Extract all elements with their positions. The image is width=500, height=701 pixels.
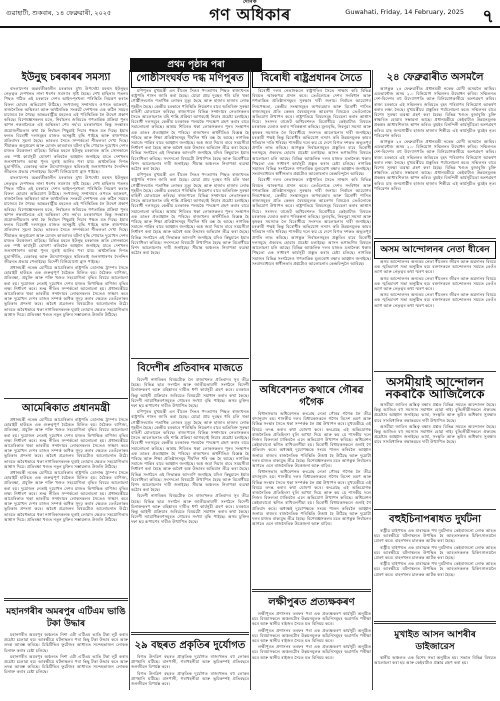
article-headline: বিদেশীৰ প্ৰতিবাদৰ মাজতে <box>137 363 243 374</box>
article-body: বাংলাদেশৰ অন্তৰ্বৰ্তীকালীন চৰকাৰৰ মুখ্য উপদেষ্টা মহম্মদ ইউনুছৰ নেতৃত্বত দেশখনত নানা ধৰণৰ সমস্যাৰ সৃষ্টি হৈছে। শেখ হাছিনাৰ পতনৰ পিছত গঠিত এই চৰকাৰে দেশৰ আইন-শৃংখলা পৰিস্থিতি নিয়ন্ত্ৰণ কৰাত বিফল হোৱাৰ অভিযোগ উঠিছে। সংখ্যালঘু সম্প্ৰদায়ৰ ওপৰত আক্ৰমণ, ৰাজনৈতিক অস্থিৰতা আৰু অৰ্থনৈতিক সংকটে দেশখনক এক কঠিন সময়ৰ মাজেৰে লৈ গৈছে। আন্তঃৰাষ্ট্ৰীয় মহলেও এই পৰিস্থিতিক লৈ উদ্বেগ প্ৰকাশ কৰিছে। বিশেষজ্ঞসকলৰ মতে, নিৰ্বাচনৰ জৰিয়তে গণতান্ত্ৰিক প্ৰক্ৰিয়া পুনৰ স্থাপন নকৰালৈকে এই অস্থিৰতা শেষ নহ'ব। চৰকাৰখনে কিন্তু সংস্কাৰৰ প্ৰয়োজনীয়তাৰ কথা কৈ নিৰ্বাচন পিছুৱাই দিয়াৰ পক্ষত মত দিছে। ইয়াৰ ফলত বিৰোধী দলসমূহৰ মাজত অসন্তুষ্টি বৃদ্ধি পাইছে আৰু ৰাজপথত প্ৰতিবাদৰ সূচনা হৈছে। ভাৰতৰ সৈতে সম্পৰ্কতো শীতলতা দেখা দিছে। সীমান্তত অনুপ্ৰৱেশ আৰু চোৰাং কাৰবাৰৰ ঘটনা বৃদ্ধি পোৱাত দুয়োখন দেশৰ মাজত উত্তেজনা বাঢ়িছে। বিভিন্ন মহলে ইউনুছ চৰকাৰক অতি সোনকালে এক স্পষ্ট কাৰ্যসূচী ঘোষণা কৰিবলৈ আহ্বান জনাইছে যাতে দেশখনৰ জনসাধাৰণৰ আস্থা পুনৰ ঘূৰাই আনিব পৰা যায়। অৰ্থনৈতিক দিশত মুদ্ৰাস্ফীতি, বেকাৰত্ব আৰু উদ্যোগসমূহৰ স্থবিৰতাই জনসাধাৰণৰ দৈনন্দিন জীৱনত প্ৰভাৱ পেলাইছে। বিদেশী বিনিয়োগো হ্ৰাস পাইছে। বাংলাদেশৰ অন্তৰ্বৰ্তীকালীন চৰকাৰৰ মুখ্য উপদেষ্টা মহম্মদ ইউনুছৰ নেতৃত্বত দেশখনত নানা ধৰণৰ সমস্যাৰ সৃষ্টি হৈছে। শেখ হাছিনাৰ পতনৰ পিছত গঠিত এই চৰকাৰে দেশৰ আইন-শৃংখলা পৰিস্থিতি নিয়ন্ত্ৰণ কৰাত বিফল হোৱাৰ অভিযোগ উঠিছে। সংখ্যালঘু সম্প্ৰদায়ৰ ওপৰত আক্ৰমণ, ৰাজনৈতিক অস্থিৰতা আৰু অৰ্থনৈতিক সংকটে দেশখনক এক কঠিন সময়ৰ মাজেৰে লৈ গৈছে। আন্তঃৰাষ্ট্ৰীয় মহলেও এই পৰিস্থিতিক লৈ উদ্বেগ প্ৰকাশ কৰিছে। বিশেষজ্ঞসকলৰ মতে, নিৰ্বাচনৰ জৰিয়তে গণতান্ত্ৰিক প্ৰক্ৰিয়া পুনৰ স্থাপন নকৰালৈকে এই অস্থিৰতা শেষ নহ'ব। চৰকাৰখনে কিন্তু সংস্কাৰৰ প্ৰয়োজনীয়তাৰ কথা কৈ নিৰ্বাচন পিছুৱাই দিয়াৰ পক্ষত মত দিছে। ইয়াৰ ফলত বিৰোধী দলসমূহৰ মাজত অসন্তুষ্টি বৃদ্ধি পাইছে আৰু ৰাজপথত প্ৰতিবাদৰ সূচনা হৈছে। ভাৰতৰ সৈতে সম্পৰ্কতো শীতলতা দেখা দিছে। সীমান্তত অনুপ্ৰৱেশ আৰু চোৰাং কাৰবাৰৰ ঘটনা বৃদ্ধি পোৱাত দুয়োখন দেশৰ মাজত উত্তেজনা বাঢ়িছে। বিভিন্ন মহলে ইউনুছ চৰকাৰক অতি সোনকালে এক স্পষ্ট কাৰ্যসূচী ঘোষণা কৰিবলৈ আহ্বান জনাইছে যাতে দেশখনৰ জনসাধাৰণৰ আস্থা পুনৰ ঘূৰাই আনিব পৰা যায়। অৰ্থনৈতিক দিশত মুদ্ৰাস্ফীতি, বেকাৰত্ব আৰু উদ্যোগসমূহৰ স্থবিৰতাই জনসাধাৰণৰ দৈনন্দিন জীৱনত প্ৰভাৱ পেলাইছে। বিদেশী বিনিয়োগো হ্ৰাস পাইছে। প্ৰধানমন্ত্ৰী নৰেন্দ্ৰ মোদীয়ে আমেৰিকাৰ ৰাষ্ট্ৰপতি ডোনাল্ড ট্ৰাম্পৰ সৈতে হোৱাইট হাউচত এক গুৰুত্বপূৰ্ণ বৈঠকত মিলিত হয়। বৈঠকত বাণিজ্য, প্ৰতিৰক্ষা, প্ৰযুক্তি আৰু শক্তি খণ্ডত সহযোগিতা বৃদ্ধিৰ বিষয়ে আলোচনা কৰা হয়। দুয়োজন নেতাই দুয়োখন দেশৰ মাজত দ্বিপাক্ষিক বাণিজ্য বৃদ্ধিৰ লক্ষ্য নিৰ্ধাৰণ কৰে। শুল্ক নীতিৰ সম্পৰ্কতো আলোচনা হয়। প্ৰধানমন্ত্ৰীয়ে আমেৰিকাত থকা ভাৰতীয় সম্প্ৰদায়ৰ লোকসকলৰ সৈতেও সাক্ষাৎ কৰে আৰু দুয়োখন দেশৰ মাজৰ সম্পৰ্ক অধিক সুদৃঢ় কৰাৰ ক্ষেত্ৰত তেওঁলোকৰ ভূমিকাৰ প্ৰশংসা কৰে। অবৈধ প্ৰব্ৰজনৰ বিষয়টোও আলোচনাত উঠে। ভাৰতে অবৈধভাৱে থকা নাগৰিকসকলক ঘূৰাই লোৱাৰ ক্ষেত্ৰত সহযোগিতাৰ আশ্বাস দিয়ে। প্ৰতিৰক্ষা খণ্ডত নতুন চুক্তিৰ সম্ভাৱনাও উজলি উঠিছে। <box>4 86 128 317</box>
masthead-date-english: Guwahati, Friday, 14 February, 2025 <box>345 8 464 16</box>
masthead <box>0 0 500 28</box>
article-headline: অসম আন্দোলনৰ নেতা ধীৰেন <box>374 241 496 259</box>
article-body: বিদেশী নাগৰিকৰ বিষয়টোক লৈ ৰাজ্যখনত প্ৰতিবাদৰ সুৰ তীব্ৰ হৈছে। বিভিন্ন ছাত্ৰ সংগঠন আৰু জাতীয়তাবাদী সংগঠনে বিদেশী চিনাক্তকৰণ আৰু বহিষ্কাৰৰ দাবীত ধৰ্ণা কাৰ্যসূচী গ্ৰহণ কৰে। চৰকাৰে কিন্তু আইনী প্ৰক্ৰিয়াৰ জৰিয়তে বিষয়টো সমাধান কৰাৰ কথা কৈছে। বিদেশী ন্যায়াধিকৰণসমূহত গোচৰৰ সংখ্যা বৃদ্ধি পাইছে। অসম চুক্তিৰ দফা ছয় ৰূপায়ণৰ দাবীও উত্থাপিত হৈছে। মণিপুৰত মুখ্যমন্ত্ৰী এন বীৰেন সিঙৰ পদত্যাগৰ পিছত ৰাজ্যখনত ৰাষ্ট্ৰপতি শাসন জাৰি কৰা হৈছে। যোৱা প্ৰায় দুবছৰ ধৰি চলি থকা গোষ্ঠীসংঘৰ্ষত শতাধিক লোকৰ মৃত্যু হৈছে আৰু হাজাৰ হাজাৰ লোক গৃহহীন হৈছে। কেন্দ্ৰীয় চৰকাৰে পৰিস্থিতি নিয়ন্ত্ৰণৰ বাবে অতিৰিক্ত সুৰক্ষা বাহিনী মোতায়েন কৰিছে। ৰাজ্যপালে বিভিন্ন সম্প্ৰদায়ৰ নেতাসকলৰ সৈতে আলোচনাত বহি শান্তি প্ৰক্ৰিয়া আগবঢ়াই নিয়াৰ প্ৰচেষ্টা চলাইছে। বিৰোধী দলসমূহে কেন্দ্ৰীয় চৰকাৰক পলমকৈ পদক্ষেপ গ্ৰহণ কৰাৰ বাবে সমালোচনা কৰিছে। আশ্ৰয় শিবিৰত থকা লোকসকলৰ পুনৰ সংস্থাপন এক ডাঙৰ প্ৰত্যাহ্বান হৈ পৰিছে। ৰাজ্যখনৰ অৰ্থনীতিও বিধ্বস্ত হৈ পৰিছে আৰু শিক্ষা প্ৰতিষ্ঠানসমূহ দীৰ্ঘদিন ধৰি বন্ধ হৈ আছে। নাগৰিক সমাজে শান্তিৰ বাবে আহ্বান জনাইছে। অস্ত্ৰ জমা দিয়াৰ বাবে সময়সীমা নিৰ্ধাৰণ কৰা হৈছে আৰু অবৈধ অস্ত্ৰ উদ্ধাৰৰ অভিযান তীব্ৰ কৰা হৈছে। বিভিন্ন সংগঠনে এই সিদ্ধান্তক আদৰণি জনাইছে যদিও কিছুমানে ইয়াৰ বিৰোধিতা কৰিছে। সংসদতো বিষয়টো উত্থাপিত হৈছে আৰু বিৰোধীয়ে বিশদ আলোচনাৰ দাবী জনাইছে। সীমান্ত অঞ্চলত নিৰাপত্তা ব্যৱস্থা কঠোৰ কৰা হৈছে। বিদেশী নাগৰিকৰ বিষয়টোক লৈ ৰাজ্যখনত প্ৰতিবাদৰ সুৰ তীব্ৰ হৈছে। বিভিন্ন ছাত্ৰ সংগঠন আৰু জাতীয়তাবাদী সংগঠনে বিদেশী চিনাক্তকৰণ আৰু বহিষ্কাৰৰ দাবীত ধৰ্ণা কাৰ্যসূচী গ্ৰহণ কৰে। চৰকাৰে কিন্তু আইনী প্ৰক্ৰিয়াৰ জৰিয়তে বিষয়টো সমাধান কৰাৰ কথা কৈছে। বিদেশী ন্যায়াধিকৰণসমূহত গোচৰৰ সংখ্যা বৃদ্ধি পাইছে। অসম চুক্তিৰ দফা ছয় ৰূপায়ণৰ দাবীও উত্থাপিত হৈছে। <box>131 377 249 525</box>
article-body: বিগত উনত্ৰিশ বছৰত প্ৰাকৃতিক দুৰ্যোগত ৰাজ্যখনত বহু লোকৰ প্ৰাণহানি ঘটিছে। বানপানী, গৰাখহনীয়া আৰু ভূমিকম্পই প্ৰতিবছৰে জনজীৱন বিপৰ্যস্ত কৰে। বিগত উনত্ৰিশ বছৰত প্ৰাকৃতিক দুৰ্যোগত ৰাজ্যখনত বহু লোকৰ প্ৰাণহানি ঘটিছে। বানপানী, গৰাখহনীয়া আৰু ভূমিকম্পই প্ৰতিবছৰে জনজীৱন বিপৰ্যস্ত কৰে। <box>131 654 249 687</box>
section-banner: প্ৰথম পৃষ্ঠাৰ পৰা <box>130 58 262 72</box>
column-4 <box>374 70 496 690</box>
article-body: আগন্তুক ২৪ ফেব্ৰুৱাৰীত প্ৰধানমন্ত্ৰী নৰেন্দ্ৰ মোদী অসমলৈ আহিব। এডভান্টেজ অসম ২.০ বিনিয়োগ সন্মিলনৰ উদ্বোধন কৰিব। সন্মিলনত দেশ-বিদেশৰ বহু উদ্যোগপতি আৰু বিনিয়োগকাৰীয়ে অংশগ্ৰহণ কৰিব। ৰাজ্য চৰকাৰে এই সন্মিলনৰ জৰিয়তে বৃহৎ পৰিমাণৰ বিনিয়োগ আকৰ্ষণ কৰাৰ লক্ষ্য লৈছে। মুখ্যমন্ত্ৰীয়ে প্ৰস্তুতিৰ পৰ্যালোচনা কৰে। সন্মিলনৰ বাবে বিশেষ সুৰক্ষা ব্যৱস্থা গ্ৰহণ কৰা হৈছে। বিভিন্ন খণ্ডত বুজাবুজি চুক্তি স্বাক্ষৰিত হোৱাৰ সম্ভাৱনা আছে। প্ৰধানমন্ত্ৰীয়ে কেইবাটাও উন্নয়নমূলক প্ৰকল্পৰ আধাৰশিলাও স্থাপন কৰিব। ঝুমইৰ বিনন্দিনী কাৰ্যসূচীতো অংশগ্ৰহণ কৰিব। চাহ জনগোষ্ঠীৰ হাজাৰ হাজাৰ শিল্পীয়ে এই কাৰ্যসূচীত ঝুমইৰ নৃত্য পৰিৱেশন কৰিব। আগন্তুক ২৪ ফেব্ৰুৱাৰীত প্ৰধানমন্ত্ৰী নৰেন্দ্ৰ মোদী অসমলৈ আহিব। এডভান্টেজ অসম ২.০ বিনিয়োগ সন্মিলনৰ উদ্বোধন কৰিব। সন্মিলনত দেশ-বিদেশৰ বহু উদ্যোগপতি আৰু বিনিয়োগকাৰীয়ে অংশগ্ৰহণ কৰিব। ৰাজ্য চৰকাৰে এই সন্মিলনৰ জৰিয়তে বৃহৎ পৰিমাণৰ বিনিয়োগ আকৰ্ষণ কৰাৰ লক্ষ্য লৈছে। মুখ্যমন্ত্ৰীয়ে প্ৰস্তুতিৰ পৰ্যালোচনা কৰে। সন্মিলনৰ বাবে বিশেষ সুৰক্ষা ব্যৱস্থা গ্ৰহণ কৰা হৈছে। বিভিন্ন খণ্ডত বুজাবুজি চুক্তি স্বাক্ষৰিত হোৱাৰ সম্ভাৱনা আছে। প্ৰধানমন্ত্ৰীয়ে কেইবাটাও উন্নয়নমূলক প্ৰকল্পৰ আধাৰশিলাও স্থাপন কৰিব। ঝুমইৰ বিনন্দিনী কাৰ্যসূচীতো অংশগ্ৰহণ কৰিব। চাহ জনগোষ্ঠীৰ হাজাৰ হাজাৰ শিল্পীয়ে এই কাৰ্যসূচীত ঝুমইৰ নৃত্য পৰিৱেশন কৰিব। <box>374 86 496 191</box>
article-headline: মুখাইত আসন আশৰীৰ ডাইজারেস <box>394 630 476 652</box>
article-headline: বিৰোধী ৰাষ্ট্ৰপ্ৰধানৰ সৈতে <box>252 70 371 88</box>
article-body: লক্ষীপুৰত প্ৰশাসনৰ তৰফৰ পৰা এক প্ৰত্যক্ষকৰণ কাৰ্যসূচী অনুষ্ঠিত হয়। বিষয়াসকলে অঞ্চলটোৰ উন্নয়নমূলক আঁচনিসমূহৰ অগ্ৰগতি পৰীক্ষা কৰে আৰু স্থানীয় ৰাইজৰ সৈতে মত বিনিময় কৰে। লক্ষীপুৰত প্ৰশাসনৰ তৰফৰ পৰা এক প্ৰত্যক্ষকৰণ কাৰ্যসূচী অনুষ্ঠিত হয়। বিষয়াসকলে অঞ্চলটোৰ উন্নয়নমূলক আঁচনিসমূহৰ অগ্ৰগতি পৰীক্ষা কৰে আৰু স্থানীয় ৰাইজৰ সৈতে মত বিনিময় কৰে। লক্ষীপুৰত প্ৰশাসনৰ তৰফৰ পৰা এক প্ৰত্যক্ষকৰণ কাৰ্যসূচী অনুষ্ঠিত হয়। বিষয়াসকলে অঞ্চলটোৰ উন্নয়নমূলক আঁচনিসমূহৰ অগ্ৰগতি পৰীক্ষা কৰে আৰু স্থানীয় ৰাইজৰ সৈতে মত বিনিময় কৰে। <box>252 611 371 660</box>
article-headline: গোষ্ঠীসংঘৰ্ষত দগ্ধ মণিপুৰত <box>131 70 249 88</box>
column-1 <box>4 70 128 692</box>
logo-text: গণ অধিকাৰ <box>209 5 291 24</box>
article-headline: অধিবেশনত কথাৰে গৌৰৱ গগৈক <box>259 385 364 408</box>
page-number: ৭ <box>482 6 494 27</box>
logo-tagline: দৈনিক <box>242 0 258 5</box>
article-body: স্থানীয় অঞ্চলত এক বিশেষ সভা অনুষ্ঠিত হয়। সভাত বিভিন্ন বিষয়ত আলোচনা কৰা হয় আৰু কেইবাটাও প্ৰস্তাৱ গ্ৰহণ কৰা হয়। <box>374 655 496 666</box>
masthead-date-assamese: গুৱাহাটী, শুকবাৰ, ১৪ ফেব্ৰুৱাৰী, ২০২৫ <box>6 9 112 17</box>
article-headline: মহানগৰীৰ অমৰপুৰ এটিএম ভাঙি টকা উদ্ধাৰ <box>6 607 126 629</box>
article-headline: লক্ষীপুৰত প্ৰত্যক্ষকৰণ <box>268 597 355 608</box>
article-body: অসমীয়া জাতিৰ অস্তিত্ব ৰক্ষাৰ প্ৰশ্নত বিভিন্ন সময়ত আন্দোলন হৈছে। কিন্তু আজিও বহু সমস্যাৰ সমাধান হোৱা নাই। বুদ্ধিজীৱীসকলে ঐক্যবদ্ধ প্ৰচেষ্টাৰ আহ্বান জনাইছে। ভাষা, সংস্কৃতি আৰু ভূমিৰ অধিকাৰ সুৰক্ষাৰ বাবে সাংবিধানিক ৰক্ষাকৱচৰ দাবী উত্থাপিত হৈছে। অসমীয়া জাতিৰ অস্তিত্ব ৰক্ষাৰ প্ৰশ্নত বিভিন্ন সময়ত আন্দোলন হৈছে। কিন্তু আজিও বহু সমস্যাৰ সমাধান হোৱা নাই। বুদ্ধিজীৱীসকলে ঐক্যবদ্ধ প্ৰচেষ্টাৰ আহ্বান জনাইছে। ভাষা, সংস্কৃতি আৰু ভূমিৰ অধিকাৰ সুৰক্ষাৰ বাবে সাংবিধানিক ৰক্ষাকৱচৰ দাবী উত্থাপিত হৈছে। <box>374 402 496 445</box>
article-body: মহানগৰীৰ অমৰপুৰ অঞ্চলত নিশা এটা এটিএম ভাঙি টকা লুট কৰাৰ প্ৰচেষ্টা চলোৱা হয়। আৰক্ষীয়ে ঘটনাস্থলৰ পৰা কিছু টকা উদ্ধাৰ কৰে আৰু তদন্ত আৰম্ভ কৰিছে। চিচিটিভিৰ ফুটেজৰ আধাৰত সন্দেহভাজন লোকক চিনাক্ত কৰাৰ চেষ্টা চলিছে। মহানগৰীৰ অমৰপুৰ অঞ্চলত নিশা এটা এটিএম ভাঙি টকা লুট কৰাৰ প্ৰচেষ্টা চলোৱা হয়। আৰক্ষীয়ে ঘটনাস্থলৰ পৰা কিছু টকা উদ্ধাৰ কৰে আৰু তদন্ত আৰম্ভ কৰিছে। চিচিটিভিৰ ফুটেজৰ আধাৰত সন্দেহভাজন লোকক চিনাক্ত কৰাৰ চেষ্টা চলিছে। <box>4 632 128 675</box>
article-headline: ২৪ ফেব্ৰুৱাৰীত অসমলৈ <box>386 72 484 83</box>
article-body: অসম আন্দোলনৰ অন্যতম নেতা ধীৰেনৰ জীৱন আৰু অৱদানৰ বিষয়ে এক স্মৃতিচাৰণ সভা অনুষ্ঠিত হয়। বক্তাসকলে আন্দোলনৰ সময়ত তেওঁৰ ত্যাগ আৰু নেতৃত্বৰ কথা স্মৰণ কৰে। অসম আন্দোলনৰ অন্যতম নেতা ধীৰেনৰ জীৱন আৰু অৱদানৰ বিষয়ে এক স্মৃতিচাৰণ সভা অনুষ্ঠিত হয়। বক্তাসকলে আন্দোলনৰ সময়ত তেওঁৰ ত্যাগ আৰু নেতৃত্বৰ কথা স্মৰণ কৰে। অসম আন্দোলনৰ অন্যতম নেতা ধীৰেনৰ জীৱন আৰু অৱদানৰ বিষয়ে এক স্মৃতিচাৰণ সভা অনুষ্ঠিত হয়। বক্তাসকলে আন্দোলনৰ সময়ত তেওঁৰ ত্যাগ আৰু নেতৃত্বৰ কথা স্মৰণ কৰে। <box>374 259 496 308</box>
article-headline: ইউনুছ চৰকাৰৰ সমস্যা <box>21 72 111 83</box>
article-headline: ২৯ বছৰত প্ৰকৃতিৰ দুৰ্যোগত <box>134 640 246 651</box>
article-body: বিৰোধী দলৰ নেতাসকলে ৰাষ্ট্ৰপতিৰ সৈতে সাক্ষাৎ কৰি বিভিন্ন বিষয়ত স্মাৰকপত্ৰ প্ৰদান কৰে। তেওঁলোকে দেশৰ সংবিধান আৰু গণতান্ত্ৰিক প্ৰতিষ্ঠানসমূহৰ সুৰক্ষাৰ দাবী জনায়। নিৰ্বাচন আয়োগৰ নিৰপেক্ষতা, কেন্দ্ৰীয় সংস্থাসমূহৰ অপব্যৱহাৰ আৰু বিৰোধী শাসিত ৰাজ্যসমূহৰ প্ৰতি কেন্দ্ৰৰ বৈষম্যমূলক আচৰণৰ বিষয়েও তেওঁলোকে অভিযোগ উত্থাপন কৰে। ৰাষ্ট্ৰপতিয়ে বিষয়সমূহ বিবেচনা কৰাৰ আশ্বাস দিয়ে। সংসদৰ বাজেট অধিবেশনত বিৰোধীয়ে কেইবাটাও বিষয়ত চৰকাৰক ঘেৰাও কৰাৰ পৰিকল্পনা কৰিছে। মূল্যবৃদ্ধি, নিবনুৱা সমস্যা আৰু কৃষকৰ সমস্যাক লৈ বিৰোধীয়ে সংসদত আলোচনাৰ দাবী জনাইছে। চৰকাৰী পক্ষই কিন্তু বিৰোধীৰ অভিযোগ নস্যাৎ কৰি উন্নয়নমূলক কামৰ খতিয়ান দাঙি ধৰিছে। শাসকীয় দলে কয় যে দেশে বিগত দশকত অভূতপূৰ্ব প্ৰগতি লাভ কৰিছে। আগন্তুক নিৰ্বাচনসমূহৰ প্ৰস্তুতিৰ বাবে বিৰোধী দলসমূহে ঐক্যবদ্ধ হোৱাৰ প্ৰচেষ্টা চলাইছে। আসন ভগাভগিৰ বিষয়ত আলোচনা চলি আছে। বিভিন্ন আঞ্চলিক দলৰ মাজত মতানৈক্য থকাৰ পিছতো এক সাধাৰণ কাৰ্যসূচী প্ৰস্তুত কৰাৰ চেষ্টা চলিছে। নাগৰিক সমাজৰ বিভিন্ন সংগঠনেও গণতান্ত্ৰিক মূল্যবোধ ৰক্ষাৰ আহ্বান জনাইছে। সংবাদমাধ্যমৰ স্বাধীনতাৰ প্ৰশ্নটোও আলোচনাৰ কেন্দ্ৰবিন্দুলৈ আহিছে। বিৰোধী দলৰ নেতাসকলে ৰাষ্ট্ৰপতিৰ সৈতে সাক্ষাৎ কৰি বিভিন্ন বিষয়ত স্মাৰকপত্ৰ প্ৰদান কৰে। তেওঁলোকে দেশৰ সংবিধান আৰু গণতান্ত্ৰিক প্ৰতিষ্ঠানসমূহৰ সুৰক্ষাৰ দাবী জনায়। নিৰ্বাচন আয়োগৰ নিৰপেক্ষতা, কেন্দ্ৰীয় সংস্থাসমূহৰ অপব্যৱহাৰ আৰু বিৰোধী শাসিত ৰাজ্যসমূহৰ প্ৰতি কেন্দ্ৰৰ বৈষম্যমূলক আচৰণৰ বিষয়েও তেওঁলোকে অভিযোগ উত্থাপন কৰে। ৰাষ্ট্ৰপতিয়ে বিষয়সমূহ বিবেচনা কৰাৰ আশ্বাস দিয়ে। সংসদৰ বাজেট অধিবেশনত বিৰোধীয়ে কেইবাটাও বিষয়ত চৰকাৰক ঘেৰাও কৰাৰ পৰিকল্পনা কৰিছে। মূল্যবৃদ্ধি, নিবনুৱা সমস্যা আৰু কৃষকৰ সমস্যাক লৈ বিৰোধীয়ে সংসদত আলোচনাৰ দাবী জনাইছে। চৰকাৰী পক্ষই কিন্তু বিৰোধীৰ অভিযোগ নস্যাৎ কৰি উন্নয়নমূলক কামৰ খতিয়ান দাঙি ধৰিছে। শাসকীয় দলে কয় যে দেশে বিগত দশকত অভূতপূৰ্ব প্ৰগতি লাভ কৰিছে। আগন্তুক নিৰ্বাচনসমূহৰ প্ৰস্তুতিৰ বাবে বিৰোধী দলসমূহে ঐক্যবদ্ধ হোৱাৰ প্ৰচেষ্টা চলাইছে। আসন ভগাভগিৰ বিষয়ত আলোচনা চলি আছে। বিভিন্ন আঞ্চলিক দলৰ মাজত মতানৈক্য থকাৰ পিছতো এক সাধাৰণ কাৰ্যসূচী প্ৰস্তুত কৰাৰ চেষ্টা চলিছে। নাগৰিক সমাজৰ বিভিন্ন সংগঠনেও গণতান্ত্ৰিক মূল্যবোধ ৰক্ষাৰ আহ্বান জনাইছে। সংবাদমাধ্যমৰ স্বাধীনতাৰ প্ৰশ্নটোও আলোচনাৰ কেন্দ্ৰবিন্দুলৈ আহিছে। <box>252 88 371 266</box>
article-headline: অসমীয়াই আন্দোলন নকৰাকৈ আজিলৈকে <box>385 375 485 401</box>
article-body: প্ৰধানমন্ত্ৰী নৰেন্দ্ৰ মোদীয়ে আমেৰিকাৰ ৰাষ্ট্ৰপতি ডোনাল্ড ট্ৰাম্পৰ সৈতে হোৱাইট হাউচত এক গুৰুত্বপূৰ্ণ বৈঠকত মিলিত হয়। বৈঠকত বাণিজ্য, প্ৰতিৰক্ষা, প্ৰযুক্তি আৰু শক্তি খণ্ডত সহযোগিতা বৃদ্ধিৰ বিষয়ে আলোচনা কৰা হয়। দুয়োজন নেতাই দুয়োখন দেশৰ মাজত দ্বিপাক্ষিক বাণিজ্য বৃদ্ধিৰ লক্ষ্য নিৰ্ধাৰণ কৰে। শুল্ক নীতিৰ সম্পৰ্কতো আলোচনা হয়। প্ৰধানমন্ত্ৰীয়ে আমেৰিকাত থকা ভাৰতীয় সম্প্ৰদায়ৰ লোকসকলৰ সৈতেও সাক্ষাৎ কৰে আৰু দুয়োখন দেশৰ মাজৰ সম্পৰ্ক অধিক সুদৃঢ় কৰাৰ ক্ষেত্ৰত তেওঁলোকৰ ভূমিকাৰ প্ৰশংসা কৰে। অবৈধ প্ৰব্ৰজনৰ বিষয়টোও আলোচনাত উঠে। ভাৰতে অবৈধভাৱে থকা নাগৰিকসকলক ঘূৰাই লোৱাৰ ক্ষেত্ৰত সহযোগিতাৰ আশ্বাস দিয়ে। প্ৰতিৰক্ষা খণ্ডত নতুন চুক্তিৰ সম্ভাৱনাও উজলি উঠিছে। প্ৰধানমন্ত্ৰী নৰেন্দ্ৰ মোদীয়ে আমেৰিকাৰ ৰাষ্ট্ৰপতি ডোনাল্ড ট্ৰাম্পৰ সৈতে হোৱাইট হাউচত এক গুৰুত্বপূৰ্ণ বৈঠকত মিলিত হয়। বৈঠকত বাণিজ্য, প্ৰতিৰক্ষা, প্ৰযুক্তি আৰু শক্তি খণ্ডত সহযোগিতা বৃদ্ধিৰ বিষয়ে আলোচনা কৰা হয়। দুয়োজন নেতাই দুয়োখন দেশৰ মাজত দ্বিপাক্ষিক বাণিজ্য বৃদ্ধিৰ লক্ষ্য নিৰ্ধাৰণ কৰে। শুল্ক নীতিৰ সম্পৰ্কতো আলোচনা হয়। প্ৰধানমন্ত্ৰীয়ে আমেৰিকাত থকা ভাৰতীয় সম্প্ৰদায়ৰ লোকসকলৰ সৈতেও সাক্ষাৎ কৰে আৰু দুয়োখন দেশৰ মাজৰ সম্পৰ্ক অধিক সুদৃঢ় কৰাৰ ক্ষেত্ৰত তেওঁলোকৰ ভূমিকাৰ প্ৰশংসা কৰে। অবৈধ প্ৰব্ৰজনৰ বিষয়টোও আলোচনাত উঠে। ভাৰতে অবৈধভাৱে থকা নাগৰিকসকলক ঘূৰাই লোৱাৰ ক্ষেত্ৰত সহযোগিতাৰ আশ্বাস দিয়ে। প্ৰতিৰক্ষা খণ্ডত নতুন চুক্তিৰ সম্ভাৱনাও উজলি উঠিছে। <box>4 417 128 522</box>
article-headline: বহুইচিনাপৰাধত দুৰ্ঘটনা <box>389 514 481 525</box>
column-divider <box>129 70 130 690</box>
article-body: মণিপুৰত মুখ্যমন্ত্ৰী এন বীৰেন সিঙৰ পদত্যাগৰ পিছত ৰাজ্যখনত ৰাষ্ট্ৰপতি শাসন জাৰি কৰা হৈছে। যোৱা প্ৰায় দুবছৰ ধৰি চলি থকা গোষ্ঠীসংঘৰ্ষত শতাধিক লোকৰ মৃত্যু হৈছে আৰু হাজাৰ হাজাৰ লোক গৃহহীন হৈছে। কেন্দ্ৰীয় চৰকাৰে পৰিস্থিতি নিয়ন্ত্ৰণৰ বাবে অতিৰিক্ত সুৰক্ষা বাহিনী মোতায়েন কৰিছে। ৰাজ্যপালে বিভিন্ন সম্প্ৰদায়ৰ নেতাসকলৰ সৈতে আলোচনাত বহি শান্তি প্ৰক্ৰিয়া আগবঢ়াই নিয়াৰ প্ৰচেষ্টা চলাইছে। বিৰোধী দলসমূহে কেন্দ্ৰীয় চৰকাৰক পলমকৈ পদক্ষেপ গ্ৰহণ কৰাৰ বাবে সমালোচনা কৰিছে। আশ্ৰয় শিবিৰত থকা লোকসকলৰ পুনৰ সংস্থাপন এক ডাঙৰ প্ৰত্যাহ্বান হৈ পৰিছে। ৰাজ্যখনৰ অৰ্থনীতিও বিধ্বস্ত হৈ পৰিছে আৰু শিক্ষা প্ৰতিষ্ঠানসমূহ দীৰ্ঘদিন ধৰি বন্ধ হৈ আছে। নাগৰিক সমাজে শান্তিৰ বাবে আহ্বান জনাইছে। অস্ত্ৰ জমা দিয়াৰ বাবে সময়সীমা নিৰ্ধাৰণ কৰা হৈছে আৰু অবৈধ অস্ত্ৰ উদ্ধাৰৰ অভিযান তীব্ৰ কৰা হৈছে। বিভিন্ন সংগঠনে এই সিদ্ধান্তক আদৰণি জনাইছে যদিও কিছুমানে ইয়াৰ বিৰোধিতা কৰিছে। সংসদতো বিষয়টো উত্থাপিত হৈছে আৰু বিৰোধীয়ে বিশদ আলোচনাৰ দাবী জনাইছে। সীমান্ত অঞ্চলত নিৰাপত্তা ব্যৱস্থা কঠোৰ কৰা হৈছে। মণিপুৰত মুখ্যমন্ত্ৰী এন বীৰেন সিঙৰ পদত্যাগৰ পিছত ৰাজ্যখনত ৰাষ্ট্ৰপতি শাসন জাৰি কৰা হৈছে। যোৱা প্ৰায় দুবছৰ ধৰি চলি থকা গোষ্ঠীসংঘৰ্ষত শতাধিক লোকৰ মৃত্যু হৈছে আৰু হাজাৰ হাজাৰ লোক গৃহহীন হৈছে। কেন্দ্ৰীয় চৰকাৰে পৰিস্থিতি নিয়ন্ত্ৰণৰ বাবে অতিৰিক্ত সুৰক্ষা বাহিনী মোতায়েন কৰিছে। ৰাজ্যপালে বিভিন্ন সম্প্ৰদায়ৰ নেতাসকলৰ সৈতে আলোচনাত বহি শান্তি প্ৰক্ৰিয়া আগবঢ়াই নিয়াৰ প্ৰচেষ্টা চলাইছে। বিৰোধী দলসমূহে কেন্দ্ৰীয় চৰকাৰক পলমকৈ পদক্ষেপ গ্ৰহণ কৰাৰ বাবে সমালোচনা কৰিছে। আশ্ৰয় শিবিৰত থকা লোকসকলৰ পুনৰ সংস্থাপন এক ডাঙৰ প্ৰত্যাহ্বান হৈ পৰিছে। ৰাজ্যখনৰ অৰ্থনীতিও বিধ্বস্ত হৈ পৰিছে আৰু শিক্ষা প্ৰতিষ্ঠানসমূহ দীৰ্ঘদিন ধৰি বন্ধ হৈ আছে। নাগৰিক সমাজে শান্তিৰ বাবে আহ্বান জনাইছে। অস্ত্ৰ জমা দিয়াৰ বাবে সময়সীমা নিৰ্ধাৰণ কৰা হৈছে আৰু অবৈধ অস্ত্ৰ উদ্ধাৰৰ অভিযান তীব্ৰ কৰা হৈছে। বিভিন্ন সংগঠনে এই সিদ্ধান্তক আদৰণি জনাইছে যদিও কিছুমানে ইয়াৰ বিৰোধিতা কৰিছে। সংসদতো বিষয়টো উত্থাপিত হৈছে আৰু বিৰোধীয়ে বিশদ আলোচনাৰ দাবী জনাইছে। সীমান্ত অঞ্চলত নিৰাপত্তা ব্যৱস্থা কঠোৰ কৰা হৈছে। <box>131 88 249 256</box>
column-divider <box>372 70 373 690</box>
article-headline: আমেৰিকাত প্ৰধানমন্ত্ৰী <box>22 403 110 414</box>
column-2 <box>131 70 249 694</box>
column-divider <box>250 70 251 690</box>
article-body: বিধানসভাৰ অধিবেশনত কংগ্ৰেছ নেতা গৌৰৱ গগৈক লৈ তীব্ৰ বাদানুবাদ হয়। শাসকীয় দলৰ বিধায়কসকলে গগৈৰ বিদেশ ভ্ৰমণ আৰু বিভিন্ন সংস্থাৰ সৈতে থকা সম্পৰ্কক লৈ প্ৰশ্ন উত্থাপন কৰে। মুখ্যমন্ত্ৰীয়ে এই বিষয়ে তদন্ত কৰাৰ কথা ঘোষণা কৰে। কংগ্ৰেছে এই অভিযোগক ৰাজনৈতিক প্ৰতিহিংসা বুলি আখ্যা দিয়ে আৰু কয় যে শাসকীয় দলে নিজৰ বিফলতা ঢাকিবলৈ এনে অভিযোগ উত্থাপন কৰিছে। অধিবেশন কেইবাবাৰো স্থগিত ৰাখিবলগীয়া হয়। বিৰোধী বিধায়কসকলে ওলাই গৈ প্ৰতিবাদ কৰে। অধ্যক্ষই দুয়োপক্ষকে সংযম পালন কৰিবলৈ আহ্বান জনায়। ৰাজ্যৰ ৰাজনৈতিক পৰিস্থিতি উত্তপ্ত হৈ উঠিছে আৰু দুয়োটা দলৰ মাজত বাক্যযুদ্ধ তীব্ৰ হৈছে। বিশেষজ্ঞসকলৰ মতে আগন্তুক নিৰ্বাচনৰ আগতে এনে ৰাজনৈতিক উত্তেজনা আৰু বাঢ়িব। বিধানসভাৰ অধিবেশনত কংগ্ৰেছ নেতা গৌৰৱ গগৈক লৈ তীব্ৰ বাদানুবাদ হয়। শাসকীয় দলৰ বিধায়কসকলে গগৈৰ বিদেশ ভ্ৰমণ আৰু বিভিন্ন সংস্থাৰ সৈতে থকা সম্পৰ্কক লৈ প্ৰশ্ন উত্থাপন কৰে। মুখ্যমন্ত্ৰীয়ে এই বিষয়ে তদন্ত কৰাৰ কথা ঘোষণা কৰে। কংগ্ৰেছে এই অভিযোগক ৰাজনৈতিক প্ৰতিহিংসা বুলি আখ্যা দিয়ে আৰু কয় যে শাসকীয় দলে নিজৰ বিফলতা ঢাকিবলৈ এনে অভিযোগ উত্থাপন কৰিছে। অধিবেশন কেইবাবাৰো স্থগিত ৰাখিবলগীয়া হয়। বিৰোধী বিধায়কসকলে ওলাই গৈ প্ৰতিবাদ কৰে। অধ্যক্ষই দুয়োপক্ষকে সংযম পালন কৰিবলৈ আহ্বান জনায়। ৰাজ্যৰ ৰাজনৈতিক পৰিস্থিতি উত্তপ্ত হৈ উঠিছে আৰু দুয়োটা দলৰ মাজত বাক্যযুদ্ধ তীব্ৰ হৈছে। বিশেষজ্ঞসকলৰ মতে আগন্তুক নিৰ্বাচনৰ আগতে এনে ৰাজনৈতিক উত্তেজনা আৰু বাঢ়িব। <box>252 411 371 527</box>
article-body: ৰাষ্ট্ৰীয় ঘাইপথত এক মাৰাত্মক পথ দুৰ্ঘটনাত কেইবাজনো লোক আহত হয়। আৰক্ষীয়ে ঘটনাস্থলত উপস্থিত হৈ আহতসকলক চিকিৎসালয়লৈ প্ৰেৰণ কৰে। বাহনখনৰ চালকক আটক কৰা হৈছে। ৰাষ্ট্ৰীয় ঘাইপথত এক মাৰাত্মক পথ দুৰ্ঘটনাত কেইবাজনো লোক আহত হয়। আৰক্ষীয়ে ঘটনাস্থলত উপস্থিত হৈ আহতসকলক চিকিৎসালয়লৈ প্ৰেৰণ কৰে। বাহনখনৰ চালকক আটক কৰা হৈছে। ৰাষ্ট্ৰীয় ঘাইপথত এক মাৰাত্মক পথ দুৰ্ঘটনাত কেইবাজনো লোক আহত হয়। আৰক্ষীয়ে ঘটনাস্থলত উপস্থিত হৈ আহতসকলক চিকিৎসালয়লৈ প্ৰেৰণ কৰে। বাহনখনৰ চালকক আটক কৰা হৈছে। <box>374 528 496 577</box>
column-3 <box>252 70 371 701</box>
